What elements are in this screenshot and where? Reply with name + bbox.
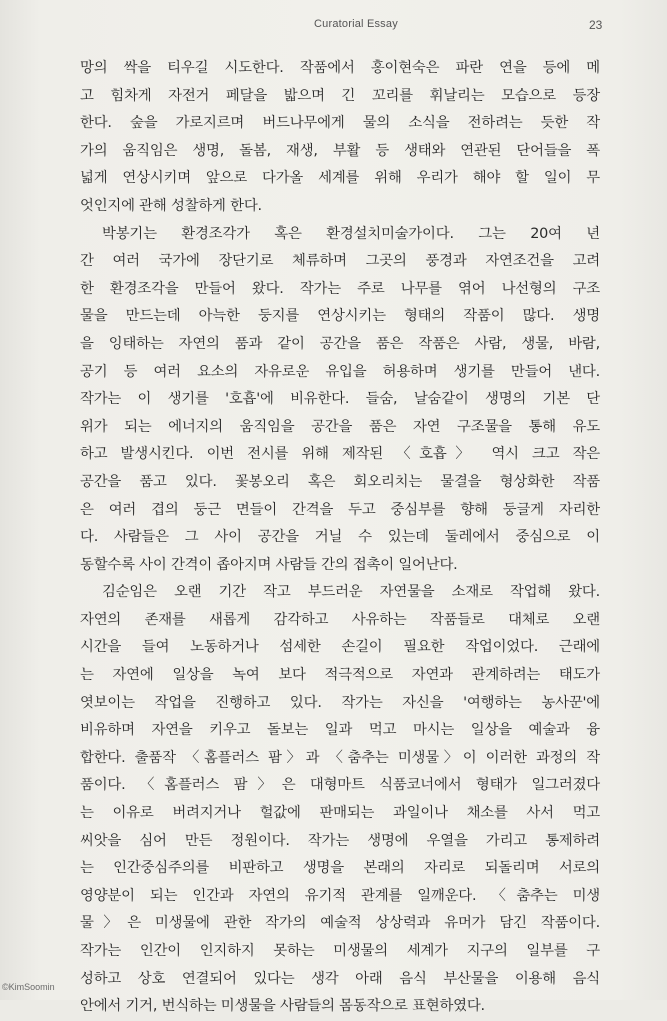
text-line: 다. 사람들은 그 사이 공간을 거닐 수 있는데 둘레에서 중심으로 이: [80, 529, 600, 546]
text-line: 물을 만드는데 아늑한 둥지를 연상시키는 형태의 작품이 많다. 생명: [80, 308, 600, 325]
text-line: 공기 등 여러 요소의 자유로운 유입을 허용하며 생기를 만들어 낸다.: [80, 363, 600, 380]
text-line: 망의 싹을 티우길 시도한다. 작품에서 홍이현숙은 파란 연을 등에 메: [80, 60, 600, 76]
text-line: 가의 움직임은 생명, 돌봄, 재생, 부활 등 생태와 연관된 단어들을 폭: [80, 142, 600, 159]
text-line: 하고 발생시킨다. 이번 전시를 위해 제작된 〈호흡〉 역시 크고 작은: [80, 446, 600, 463]
paragraph-start-line: 김순임은 오랜 기간 작고 부드러운 자연물을 소재로 작업해 왔다.: [102, 584, 600, 601]
text-line: 엇인지에 관해 성찰하게 한다.: [80, 197, 262, 214]
text-line: 한 환경조각을 만들어 왔다. 작가는 주로 나무를 엮어 나선형의 구조: [80, 280, 600, 297]
text-line: 물〉은 미생물에 관한 작가의 예술적 상상력과 유머가 담긴 작품이다.: [80, 915, 600, 932]
text-line: 는 이유로 버려지거나 헐값에 판매되는 과일이나 채소를 사서 먹고: [80, 805, 600, 822]
text-line: 성하고 상호 연결되어 있다는 생각 아래 음식 부산물을 이용해 음식: [80, 970, 600, 987]
page-number: 23: [589, 18, 603, 32]
text-line: 작가는 인간이 인지하지 못하는 미생물의 세계가 지구의 일부를 구: [80, 943, 600, 959]
text-line: 동할수록 사이 간격이 좁아지며 사람들 간의 접촉이 일어난다.: [80, 556, 458, 573]
text-line: 공간을 품고 있다. 꽃봉오리 혹은 회오리치는 물결을 형상화한 작품: [80, 473, 600, 490]
text-line: 위가 되는 에너지의 움직임을 공간을 품은 자연 구조물을 통해 유도: [80, 418, 600, 435]
text-line: 영양분이 되는 인간과 자연의 유기적 관계를 일깨운다. 〈춤추는 미생: [80, 887, 600, 904]
text-line: 는 인간중심주의를 비판하고 생명을 본래의 자리로 되돌리며 서로의: [80, 860, 600, 877]
text-line: 간 여러 국가에 장단기로 체류하며 그곳의 풍경과 자연조건을 고려: [80, 253, 600, 270]
text-line: 씨앗을 심어 만든 정원이다. 작가는 생명에 우열을 가리고 통제하려: [80, 832, 600, 849]
photo-credit-watermark: ©KimSoomin: [2, 982, 55, 992]
text-line: 을 잉태하는 자연의 품과 같이 공간을 품은 작품은 사람, 생물, 바람,: [80, 335, 600, 352]
text-line: 는 자연에 일상을 녹여 보다 적극적으로 자연과 관계하려는 태도가: [80, 667, 600, 684]
paragraph-start-line: 박봉기는 환경조각가 혹은 환경설치미술가이다. 그는 20여 년: [102, 225, 600, 242]
text-line: 엿보이는 작업을 진행하고 있다. 작가는 자신을 '여행하는 농사꾼'에: [80, 694, 600, 711]
text-line: 안에서 기거, 번식하는 미생물을 사람들의 몸동작으로 표현하였다.: [80, 998, 485, 1015]
text-line: 고 힘차게 자전거 페달을 밟으며 긴 꼬리를 휘날리는 모습으로 등장: [80, 87, 600, 104]
text-line: 넓게 연상시키며 앞으로 다가올 세계를 위해 우리가 해야 할 일이 무: [80, 170, 600, 187]
text-line: 한다. 숲을 가로지르며 버드나무에게 물의 소식을 전하려는 듯한 작: [80, 115, 600, 132]
text-line: 자연의 존재를 새롭게 감각하고 사유하는 작품들로 대체로 오랜: [80, 611, 600, 628]
text-line: 작가는 이 생기를 '호흡'에 비유한다. 들숨, 날숨같이 생명의 기본 단: [80, 391, 600, 408]
running-title: Curatorial Essay: [314, 18, 398, 30]
text-line: 품이다. 〈홈플러스 팜〉은 대형마트 식품코너에서 형태가 일그러졌다: [80, 777, 600, 794]
text-line: 은 여러 겹의 둥근 면들이 간격을 두고 중심부를 향해 둥글게 자리한: [80, 501, 600, 518]
text-line: 합한다. 출품작 〈홈플러스 팜〉과 〈춤추는 미생물〉이 이러한 과정의 작: [80, 749, 600, 766]
essay-body: [80, 55, 600, 1021]
text-line: 시간을 들여 노동하거나 섬세한 손길이 필요한 작업이었다. 근래에: [80, 639, 600, 656]
text-line: 비유하며 자연을 키우고 돌보는 일과 먹고 마시는 일상을 예술과 융: [80, 722, 600, 739]
